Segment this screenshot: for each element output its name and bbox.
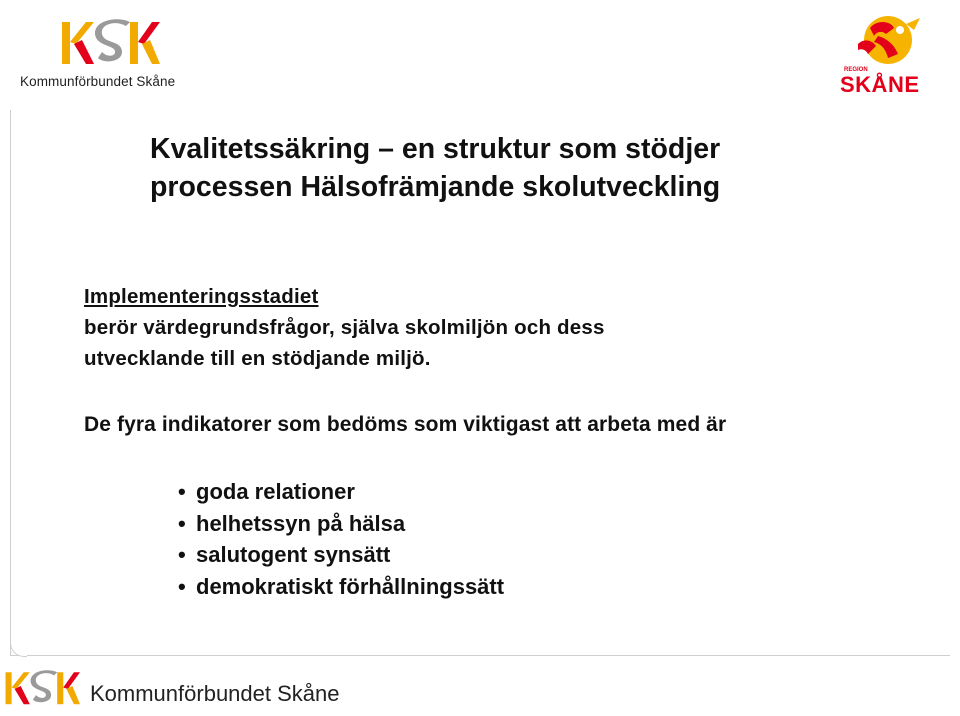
indicator-label: goda relationer [196,479,355,504]
indicator-label: salutogent synsätt [196,542,391,567]
bullet-icon: • [178,542,186,567]
region-logo-small-text: REGION [844,67,868,73]
ksk-logo-top [20,18,190,90]
ksk-logo-mark-bottom [4,668,80,710]
bullet-icon: • [178,510,186,536]
indicator-label: helhetssyn på hälsa [196,510,406,536]
region-skane-logo [838,14,930,97]
region-skane-griffin-mark [838,14,930,70]
bullet-icon: • [178,479,186,504]
ksk-logo-bottom [4,668,340,714]
stage-description-line-1: berör värdegrundsfrågor, själva skolmiljön och dess [84,316,605,339]
slide-title [150,130,870,206]
slide-title-line-1: Kvalitetssäkring – en struktur som stödjer [150,133,721,165]
indicator-item [178,571,504,603]
frame-bottom-line [10,655,950,656]
ksk-wordmark-bottom: Kommunförbundet Skåne [90,681,340,706]
ksk-logo-mark [60,18,160,70]
indicator-item [178,508,504,540]
frame-left-line [10,110,11,655]
bullet-icon: • [178,573,186,599]
indicator-label: demokratiskt förhållningssätt [196,573,505,599]
indicator-item [178,539,504,571]
stage-heading: Implementeringsstadiet [84,285,319,308]
indicators-intro: De fyra indikatorer som bedöms som viktigast att arbeta med är [84,413,727,436]
stage-description-line-2: utvecklande till en stödjande miljö. [84,347,431,370]
stage-section [84,282,944,374]
indicator-item [178,476,504,508]
region-logo-big-text: SKÅNE [840,72,920,97]
ksk-wordmark-top: Kommunförbundet Skåne [20,74,176,89]
stage-description [84,312,784,374]
slide-title-line-2: processen Hälsofrämjande skolutveckling [150,171,721,203]
indicator-list [178,476,504,602]
